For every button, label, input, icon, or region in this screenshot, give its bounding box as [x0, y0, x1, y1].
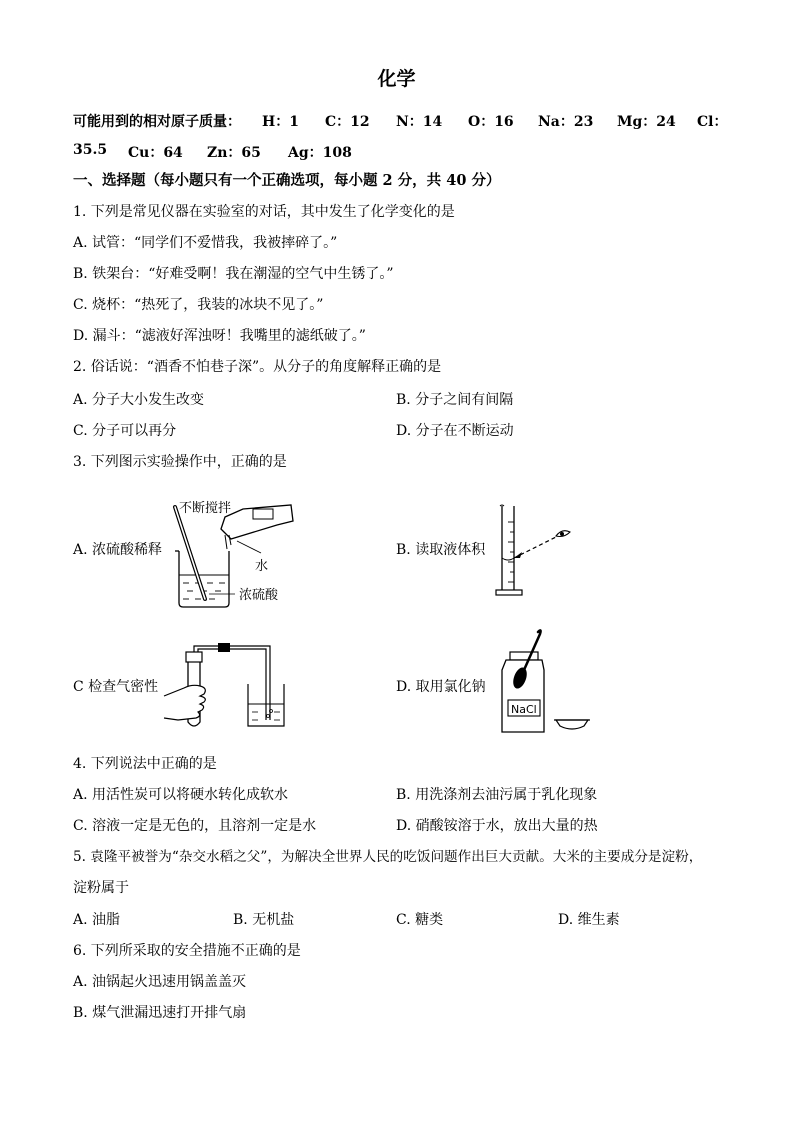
q2-option-b: B. 分子之间有间隔: [396, 392, 514, 408]
q6-stem: 6. 下列所采取的安全措施不正确的是: [73, 943, 301, 959]
q6-option-b: B. 煤气泄漏迅速打开排气扇: [73, 1005, 247, 1021]
mass-ag: Ag：108: [288, 145, 352, 161]
figure-graduated-cylinder: [490, 502, 580, 602]
page-title: 化学: [377, 68, 416, 90]
q2-option-d: D. 分子在不断运动: [396, 423, 514, 439]
q6-option-a: A. 油锅起火迅速用锅盖盖灭: [73, 974, 247, 990]
q3-option-a: A. 浓硫酸稀释: [73, 542, 163, 558]
q2-option-a: A. 分子大小发生改变: [73, 392, 205, 408]
q5-option-d: D. 维生素: [558, 912, 620, 928]
q3-option-b: B. 读取液体积: [396, 542, 486, 558]
q4-option-a: A. 用活性炭可以将硬水转化成软水: [73, 787, 289, 803]
q3-option-c: C 检查气密性: [73, 679, 159, 695]
mass-na: Na：23: [538, 114, 594, 130]
label-stir: 不断搅拌: [179, 501, 232, 516]
q4-option-b: B. 用洗涤剂去油污属于乳化现象: [396, 787, 598, 803]
q1-option-b: B. 铁架台：“好难受啊！我在潮湿的空气中生锈了。”: [73, 266, 394, 282]
q4-option-c: C. 溶液一定是无色的，且溶剂一定是水: [73, 818, 317, 834]
q5-option-b: B. 无机盐: [233, 912, 295, 928]
q5-stem-line1: 5. 袁隆平被誉为“杂交水稻之父”，为解决全世界人民的吃饭问题作出巨大贡献。大米的主要成分是淀粉，: [73, 849, 703, 865]
mass-c: C：12: [325, 114, 370, 130]
label-water: 水: [255, 559, 269, 574]
mass-mg: Mg：24: [617, 114, 676, 130]
q3-option-d: D. 取用氯化钠: [396, 679, 486, 695]
section-heading: 一、选择题（每小题只有一个正确选项，每小题 2 分，共 40 分）: [73, 172, 501, 189]
q5-option-c: C. 糖类: [396, 912, 444, 928]
q4-option-d: D. 硝酸铵溶于水，放出大量的热: [396, 818, 598, 834]
q1-stem: 1. 下列是常见仪器在实验室的对话，其中发生了化学变化的是: [73, 204, 455, 220]
q4-stem: 4. 下列说法中正确的是: [73, 756, 217, 772]
mass-h: H：1: [262, 114, 299, 130]
mass-cu: Cu：64: [128, 145, 183, 161]
q2-stem: 2. 俗话说：“酒香不怕巷子深”。从分子的角度解释正确的是: [73, 359, 442, 375]
q5-option-a: A. 油脂: [73, 912, 121, 928]
mass-zn: Zn：65: [207, 145, 261, 161]
label-nacl: NaCl: [511, 703, 537, 716]
mass-o: O：16: [468, 114, 514, 130]
figure-airtightness-check: [160, 640, 290, 735]
label-acid: 浓硫酸: [239, 588, 279, 603]
q1-option-c: C. 烧杯：“热死了，我装的冰块不见了。”: [73, 297, 324, 313]
figure-acid-dilution: [165, 495, 325, 610]
atomic-mass-label: 可能用到的相对原子质量：: [73, 114, 241, 130]
figure-sodium-chloride: [494, 626, 594, 738]
q5-stem-line2: 淀粉属于: [73, 880, 129, 896]
mass-n: N：14: [396, 114, 443, 130]
mass-cl: Cl：: [697, 114, 728, 130]
mass-cl-value: 35.5: [73, 142, 108, 158]
q2-option-c: C. 分子可以再分: [73, 423, 177, 439]
q1-option-d: D. 漏斗：“滤液好浑浊呀！我嘴里的滤纸破了。”: [73, 328, 366, 344]
q1-option-a: A. 试管：“同学们不爱惜我，我被摔碎了。”: [73, 235, 338, 251]
q3-stem: 3. 下列图示实验操作中，正确的是: [73, 454, 287, 470]
